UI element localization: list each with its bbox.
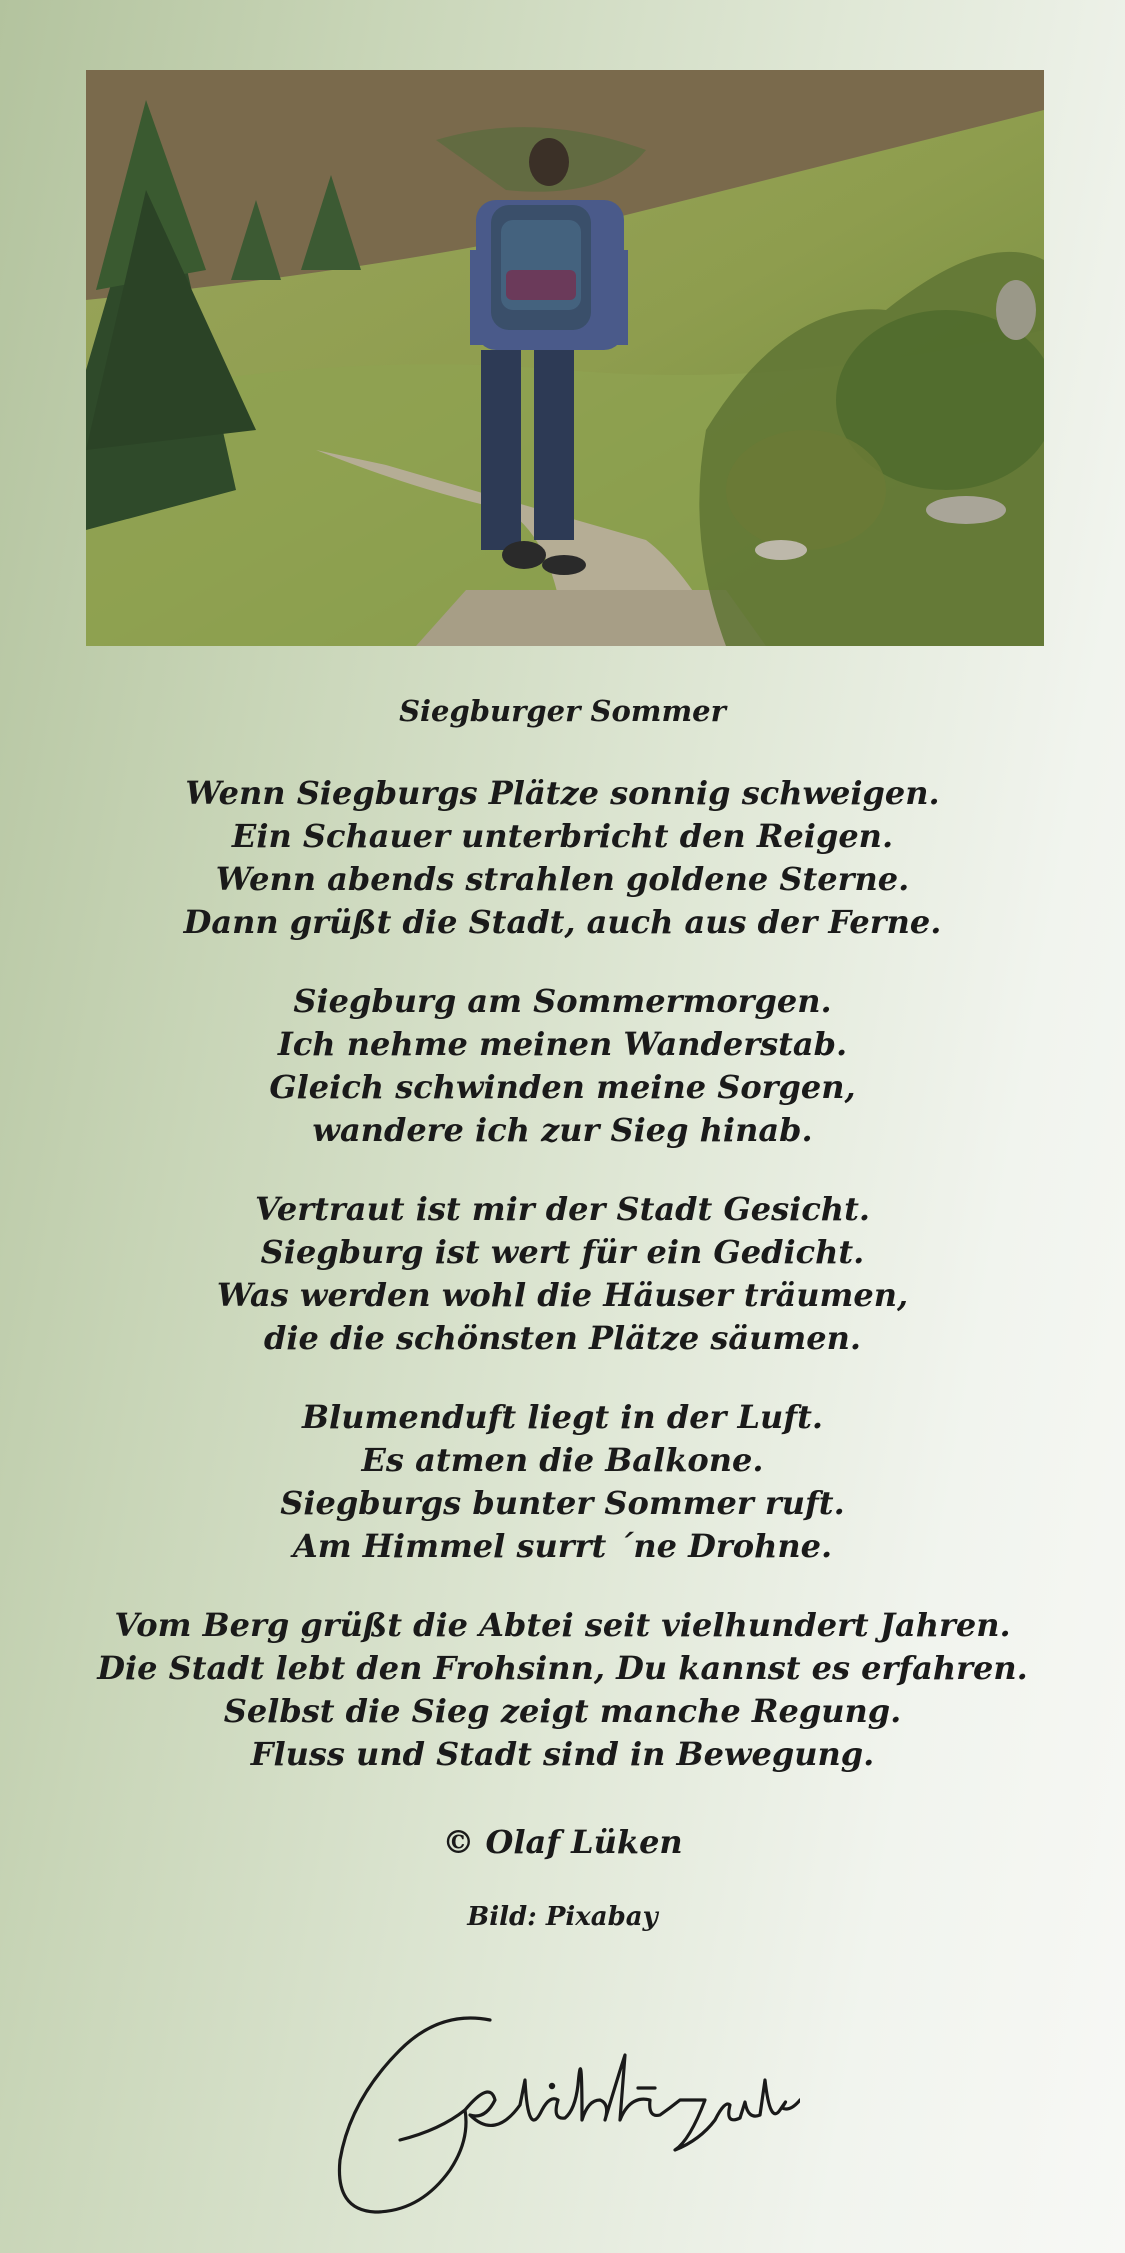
poem-line: Vom Berg grüßt die Abtei seit vielhundert Jahren. bbox=[114, 1606, 1011, 1644]
poem-line: Siegburgs bunter Sommer ruft. bbox=[280, 1484, 845, 1522]
copyright-notice: © Olaf Lüken bbox=[442, 1823, 683, 1861]
poem-line: Was werden wohl die Häuser träumen, bbox=[216, 1276, 909, 1314]
stanza-1 bbox=[0, 772, 1125, 944]
poem-line: die die schönsten Plätze säumen. bbox=[263, 1319, 862, 1357]
poem-line: Ein Schauer unterbricht den Reigen. bbox=[231, 817, 894, 855]
hiker-photo bbox=[86, 70, 1044, 646]
poem-line: wandere ich zur Sieg hinab. bbox=[312, 1111, 813, 1149]
poem-line: Siegburg am Sommermorgen. bbox=[293, 982, 832, 1020]
poem-line: Ich nehme meinen Wanderstab. bbox=[277, 1025, 848, 1063]
hiker-on-mountain-path-icon bbox=[86, 70, 1044, 646]
poem-line: Siegburg ist wert für ein Gedicht. bbox=[260, 1233, 865, 1271]
stanza-3 bbox=[0, 1188, 1125, 1360]
poem-line: Selbst die Sieg zeigt manche Regung. bbox=[223, 1692, 902, 1730]
poem-line: Wenn Siegburgs Plätze sonnig schweigen. bbox=[185, 774, 940, 812]
poem-line: Fluss und Stadt sind in Bewegung. bbox=[250, 1735, 875, 1773]
poem-line: Blumenduft liegt in der Luft. bbox=[302, 1398, 823, 1436]
stanza-4 bbox=[0, 1396, 1125, 1568]
poem-line: Die Stadt lebt den Frohsinn, Du kannst es erfahren. bbox=[97, 1649, 1028, 1687]
poem-line: Dann grüßt die Stadt, auch aus der Ferne. bbox=[183, 903, 942, 941]
image-credit: Bild: Pixabay bbox=[467, 1902, 658, 1932]
poem bbox=[0, 686, 1125, 1934]
poem-line: Am Himmel surrt ´ne Drohne. bbox=[292, 1527, 833, 1565]
poem-line: Gleich schwinden meine Sorgen, bbox=[269, 1068, 856, 1106]
poem-title: Siegburger Sommer bbox=[399, 694, 726, 728]
stanza-2 bbox=[0, 980, 1125, 1152]
poem-line: Es atmen die Balkone. bbox=[361, 1441, 764, 1479]
poem-line: Wenn abends strahlen goldene Sterne. bbox=[215, 860, 910, 898]
poem-line: Vertraut ist mir der Stadt Gesicht. bbox=[255, 1190, 870, 1228]
handwritten-signature-icon bbox=[320, 2000, 800, 2230]
signature-logo bbox=[320, 2000, 800, 2230]
stanza-5 bbox=[0, 1604, 1125, 1776]
